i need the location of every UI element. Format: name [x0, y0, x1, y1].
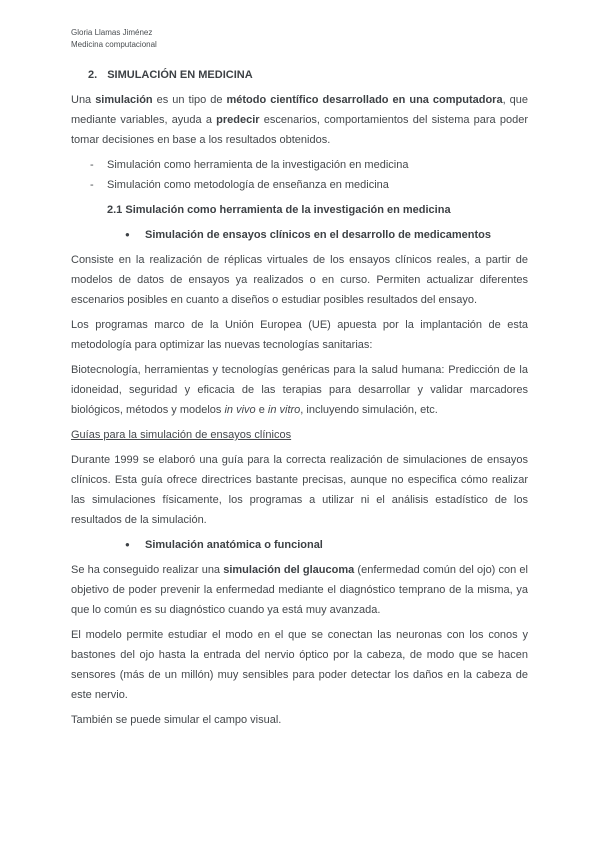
bold-term-simulacion: simulación	[95, 94, 153, 106]
paragraph-intro	[71, 90, 528, 150]
paragraph-programas: Los programas marco de la Unión Europea (UE) apuesta por la implantación de esta metodología para optimizar las nuevas tecnologías sanitarias:	[71, 319, 528, 351]
italic-term-in-vivo: in vivo	[224, 404, 256, 416]
author-name: Gloria Llamas Jiménez	[71, 28, 153, 37]
underlined-subheading-guias	[71, 425, 528, 445]
dash-marker: -	[90, 159, 94, 171]
bold-term-predecir: predecir	[216, 114, 260, 126]
text-run: Biotecnología, herramientas y tecnologías genéricas para la salud humana: Predicción de la idoneidad, seguridad y eficacia de las terapias para desarrollar y validar marcadores biológicos, métodos y modelos	[71, 364, 528, 416]
bullet-label: Simulación de ensayos clínicos en el desarrollo de medicamentos	[145, 229, 492, 241]
paragraph-replicas: Consiste en la realización de réplicas virtuales de los ensayos clínicos reales, a partir de modelos de datos de ensayos ya realizados o en curso. Permiten actualizar diferentes escenarios posibles en cuanto a diseños o estudiar posibles resultados del ensayo.	[71, 254, 528, 306]
paragraph-glaucoma	[71, 560, 528, 620]
text-run: , que mediante variables, ayuda a	[71, 94, 529, 126]
paragraph-biotecnologia	[71, 360, 528, 420]
dash-list	[90, 155, 528, 195]
course-name: Medicina computacional	[71, 40, 157, 49]
paragraph-modelo: El modelo permite estudiar el modo en el que se conectan las neuronas con los conos y bastones del ojo hasta la entrada del nervio óptico por la cabeza, de modo que se hacen sensores (más de un millón) muy sensibles para poder detectar los daños en la cabeza de este nervio.	[71, 629, 528, 701]
text-run: , incluyendo simulación, etc.	[300, 404, 438, 416]
subsection-number: 2.1	[107, 204, 123, 216]
bullet-label: Simulación anatómica o funcional	[145, 539, 323, 551]
italic-term-in-vitro: in vitro	[267, 404, 301, 416]
bullet-item-anatomical	[125, 535, 528, 555]
underlined-heading-text: Guías para la simulación de ensayos clínicos	[71, 429, 292, 441]
bullet-icon: ●	[125, 540, 130, 549]
section-number: 2.	[88, 69, 98, 81]
bullet-item-clinical-trials	[125, 225, 528, 245]
text-run: es un tipo de	[152, 94, 227, 106]
paragraph-guia-1999: Durante 1999 se elaboró una guía para la correcta realización de simulaciones de ensayos clínicos. Esta guía ofrece directrices bastante precisas, aunque no especifica cómo realizar las simulaciones físicamente, los programas a utilizar ni el análisis estadístico de los resultados de la simulación.	[71, 454, 528, 526]
list-item-label: Simulación como metodología de enseñanza en medicina	[107, 179, 389, 191]
subsection-title: Simulación como herramienta de la investigación en medicina	[125, 204, 451, 216]
text-run: (enfermedad común del ojo) con el objetivo de poder prevenir la enfermedad mediante el diagnóstico temprano de la misma, ya que lo común es su diagnóstico cuando ya está muy avanzada.	[71, 564, 528, 616]
text-run: Se ha conseguido realizar una	[71, 564, 224, 576]
list-item	[90, 155, 528, 175]
section-title: SIMULACIÓN EN MEDICINA	[107, 69, 253, 81]
text-run: e	[255, 404, 268, 416]
list-item	[90, 175, 528, 195]
subsection-heading	[107, 200, 528, 220]
text-run: Una	[71, 94, 96, 106]
document-header	[71, 27, 528, 51]
bullet-icon: ●	[125, 230, 130, 239]
dash-marker: -	[90, 179, 94, 191]
bold-term-glaucoma: simulación del glaucoma	[223, 564, 355, 576]
bold-term-metodo-cientifico: método científico desarrollado en una computadora	[226, 94, 503, 106]
section-heading	[71, 65, 528, 85]
paragraph-campo-visual: También se puede simular el campo visual.	[71, 714, 282, 726]
text-run: escenarios, comportamientos del sistema para poder tomar decisiones en base a los resultados obtenidos.	[71, 114, 528, 146]
list-item-label: Simulación como herramienta de la investigación en medicina	[107, 159, 409, 171]
